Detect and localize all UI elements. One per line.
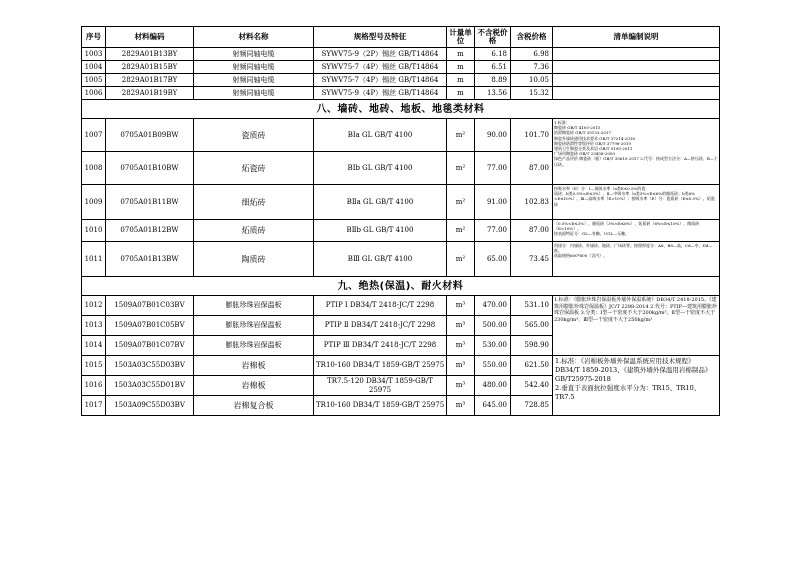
table-row: 1010 0705A01B12BW 炻质砖 BⅡb GL GB/T 4100 m² 77.00 87.00 （0.5%<E≤3%）、细炻砖（3%<E≤6%）、炻质砖（6%<E≤10%）、陶质砖（E>10%）。 按表面特征分：GL—有釉、UGL—无釉。 <box>82 220 720 242</box>
header-row <box>82 27 720 48</box>
table-row: 1004 2829A01B15BY 射频同轴电缆 SYWV75-7（4P）锡丝 GB/T14864 m 6.51 7.36 <box>82 61 720 74</box>
note-tiles-2: 按吸水率（E）分：Ⅰ—低吸水率（a类E≤0.5%的瓷 质砖；b类0.5%<E≤3%）、Ⅱ—中吸水率（a类3%<E≤6%的细炻砖；b类6%<E≤10%）、Ⅲ—高吸水率（E>10%）；按吸水率（E）分：瓷质砖（E≤0.5%）、炻瓷砖 <box>553 185 720 220</box>
col-price-ex: 不含税价格 <box>475 27 511 48</box>
note-rockwool: 1.标准：《岩棉板外墙外保温系统应用技术规程》DB34/T 1859-2013、《建筑外墙外保温用岩棉制品》GB/T25975-2018 2.垂直于表面抗拉强度水平分为：TR15、TR10、TR7.5 <box>553 356 720 416</box>
note-tiles-4: 用途分：内墙砖、外墙砖、地砖、广场砖等。按照厚度分：A6、B8—高、Cd—中、Dd—低。 选取规格600*600（含内）。 <box>553 242 720 277</box>
table-row: 1016 1503A03C55D01BV 岩棉板 TR7.5-120 DB34/T 1859-GB/T 25975 m³ 480.00 542.40 <box>82 376 720 396</box>
table-row: 1011 0705A01B13BW 陶质砖 BⅢ GL GB/T 4100 m² 65.00 73.45 用途分：内墙砖、外墙砖、地砖、广场砖等。按照厚度分：A6、B8—高、Cd—中、Dd—低。 选取规格600*600（含内）。 <box>82 242 720 277</box>
table-row: 1005 2829A01B17BY 射频同轴电缆 SYWV75-7（4P）锡丝 GB/T14864 m 8.89 10.05 <box>82 74 720 87</box>
col-code: 材料编码 <box>106 27 194 48</box>
section-heading: 八、墙砖、地砖、地板、地毯类材料 <box>82 100 720 119</box>
col-no: 序号 <box>82 27 106 48</box>
table-row: 1012 1509A07B01C03BV 膨胀珍珠岩保温板 PTIP Ⅰ DB34/T 2418-JC/T 2298 m³ 470.00 531.10 1.标准：《膨胀珍珠岩保温板外墙外保温系统》DB34/T 2418-2015、《建筑用膨胀珍珠岩保温板》JC/T 2298-2014 2.代号：PTIP—建筑用膨胀珍珠岩保温板 3.分类：Ⅰ型—干密度不大于200kg/m³，Ⅱ型—干密度不大于230kg/m³，Ⅲ型—干密度不大于250kg/m³ <box>82 296 720 316</box>
table-row: 1013 1509A07B01C05BV 膨胀珍珠岩保温板 PTIP Ⅱ DB34/T 2418-JC/T 2298 m³ 500.00 565.00 <box>82 316 720 336</box>
table-row: 1003 2829A01B13BY 射频同轴电缆 SYWV75-9（2P）锡丝 GB/T14864 m 6.18 6.98 <box>82 48 720 61</box>
table-row: 1015 1503A03C55D03BV 岩棉板 TR10-160 DB34/T 1859-GB/T 25975 m³ 550.00 621.50 1.标准：《岩棉板外墙外保温系统应用技术规程》DB34/T 1859-2013、《建筑外墙外保温用岩棉制品》GB/T25975-2018 2.垂直于表面抗拉强度水平分为：TR15、TR10、TR7.5 <box>82 356 720 376</box>
note-tiles-1: 1.标准： 陶瓷砖 GB/T 4100-2015 防滑陶瓷砖 GB/T 35153-2017 陶瓷外墙砖通用技术要求 GB/T 37214-2018 陶瓷砖防滑性等级评价 GB/T 37798-2019 建筑卫生陶瓷分类及术语 GB/T 9195-2011 广场用陶瓷砖 GB/T 23458-2009 绿色产品评价 陶瓷砖（板）GB/T 35610-2017 2.代号：按成型方法分：A—挤压砖、B—干压砖。 <box>553 119 720 185</box>
col-note: 清单编制说明 <box>553 27 720 48</box>
col-name: 材料名称 <box>194 27 314 48</box>
table-row: 1017 1503A09C55D03BV 岩棉复合板 TR10-160 DB34/T 1859-GB/T 25975 m³ 645.00 728.85 <box>82 396 720 416</box>
price-table <box>81 26 720 416</box>
col-unit: 计量单位 <box>447 27 475 48</box>
col-spec: 规格型号及特征 <box>314 27 447 48</box>
table-row: 1009 0705A01B11BW 细炻砖 BⅡa GL GB/T 4100 m² 91.00 102.83 按吸水率（E）分：Ⅰ—低吸水率（a类E≤0.5%的瓷 质砖；b类0.5%<E≤3%）、Ⅱ—中吸水率（a类3%<E≤6%的细炻砖；b类6%<E≤10%）、Ⅲ—高吸水率（E>10%）；按吸水率（E）分：瓷质砖（E≤0.5%）、炻瓷砖 <box>82 185 720 220</box>
table-row: 1006 2829A01B19BY 射频同轴电缆 SYWV75-9（4P）锡丝 GB/T14864 m 13.56 15.32 <box>82 87 720 100</box>
section-heading: 九、绝热(保温)、耐火材料 <box>82 277 720 296</box>
table-row: 1007 0705A01B09BW 瓷质砖 BⅠa GL GB/T 4100 m² 90.00 101.70 1.标准： 陶瓷砖 GB/T 4100-2015 防滑陶瓷砖 GB/T 35153-2017 陶瓷外墙砖通用技术要求 GB/T 37214-2018 陶瓷砖防滑性等级评价 GB/T 37798-2019 建筑卫生陶瓷分类及术语 GB/T 9195-2011 广场用陶瓷砖 GB/T 23458-2009 绿色产品评价 陶瓷砖（板）GB/T 35610-2017 2.代号：按成型方法分：A—挤压砖、B—干压砖。 <box>82 119 720 152</box>
table-row: 1014 1509A07B01C07BV 膨胀珍珠岩保温板 PTIP Ⅲ DB34/T 2418-JC/T 2298 m³ 530.00 598.90 <box>82 336 720 356</box>
col-price-in: 含税价格 <box>511 27 553 48</box>
table-row: 1008 0705A01B10BW 炻瓷砖 BⅠb GL GB/T 4100 m² 77.00 87.00 <box>82 152 720 185</box>
note-perlite: 1.标准：《膨胀珍珠岩保温板外墙外保温系统》DB34/T 2418-2015、《建筑用膨胀珍珠岩保温板》JC/T 2298-2014 2.代号：PTIP—建筑用膨胀珍珠岩保温板 3.分类：Ⅰ型—干密度不大于200kg/m³，Ⅱ型—干密度不大于230kg/m³，Ⅲ型—干密度不大于250kg/m³ <box>553 296 720 356</box>
note-tiles-3: （0.5%<E≤3%）、细炻砖（3%<E≤6%）、炻质砖（6%<E≤10%）、陶质砖（E>10%）。 按表面特征分：GL—有釉、UGL—无釉。 <box>553 220 720 242</box>
